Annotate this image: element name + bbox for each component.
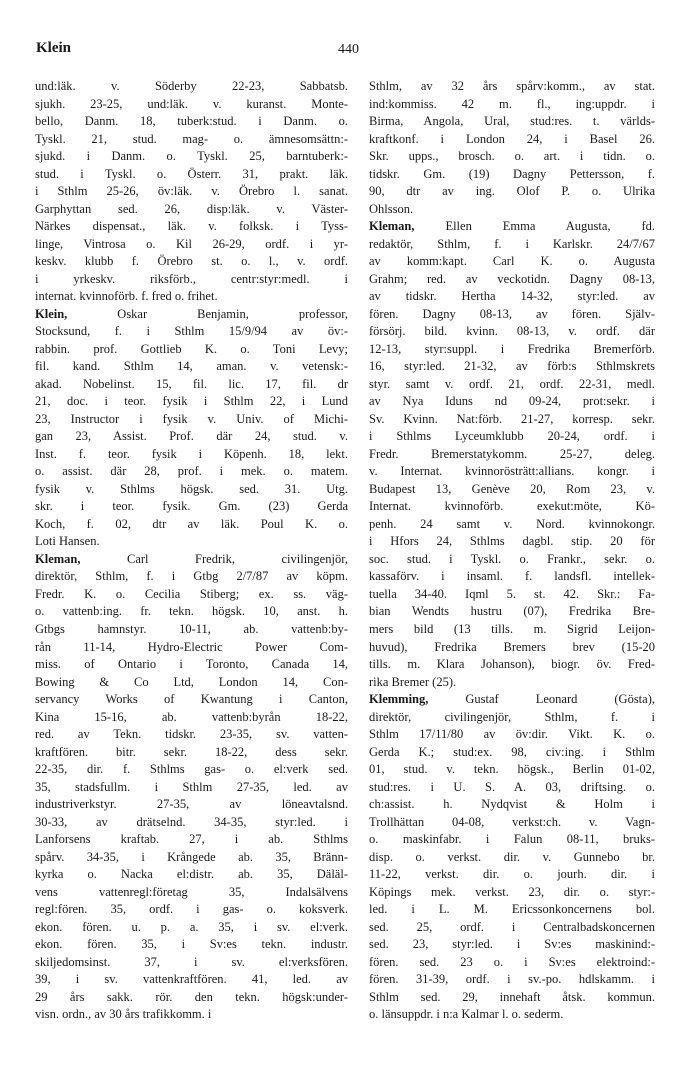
right-column-line: i Hfors 24, Sthlms dagbl. stip. 20 för [369,534,655,549]
left-column-line: Koch, f. 02, dtr av läk. Poul K. o. [35,516,348,531]
left-column-line: gan 23, Assist. Prof. där 24, stud. v. [35,429,348,444]
right-column-line: 12-13, styr:suppl. i Fredrika Bremerförb. [369,341,655,356]
right-column-line: i Sthlms Lyceumklubb 20-24, ordf. i [369,429,655,444]
right-column-line: stud:res. i U. S. A. 03, driftsing. o. [369,779,655,794]
right-column-line: fören. sed. 23 o. i Sv:es elektroind:- [369,954,655,969]
left-column-line: 35, stadsfullm. i Sthlm 27-35, led. av [35,779,348,794]
right-column-line: Sthlm 17/11/80 av öv:dir. Vikt. K. o. [369,727,655,742]
right-column-line: av tidskr. Hertha 14-32, styr:led. av [369,289,655,304]
left-column-line: visn. ordn., av 30 års trafikkomm. i [35,1007,212,1022]
right-column-line: ch:assist. h. Nydqvist & Holm i [369,797,655,812]
right-column-line: 01, stud. v. tekn. högsk., Berlin 01-02, [369,762,655,777]
right-column-line: Klemming, Gustaf Leonard (Gösta), [369,692,655,707]
left-column-line: Klein, Oskar Benjamin, professor, [35,306,348,321]
left-column-line: servancy Works of Kwantung i Canton, [35,692,348,707]
left-column-line: 30-33, av drätselnd. 34-35, styr:led. i [35,814,348,829]
left-column-line: rån 11-14, Hydro-Electric Power Com- [35,639,348,654]
right-column-line: tidskr. Gm. (19) Dagny Pettersson, f. [369,166,655,181]
right-column [369,78,655,1024]
left-column-line: 29 års sakk. rör. den tekn. högsk:under- [35,989,348,1004]
left-column-line: kyrka o. Nacka el:distr. ab. 35, Däläl- [35,867,348,882]
right-column-line: Sv. Kvinn. Nat:förb. 21-27, korresp. sekr. [369,411,655,426]
left-column-line: sjukh. 23-25, und:läk. v. kuranst. Monte- [35,96,348,111]
page-number: 440 [338,42,359,57]
left-column-line: keskv. klubb f. Örebro st. o. l., v. ordf. [35,254,348,269]
left-column-line: linge, Vintrosa o. Kil 26-29, ordf. i yr- [35,236,348,251]
left-column-line: rabbin. prof. Gottlieb K. o. Toni Levy; [35,341,348,356]
left-column-line: Kina 15-16, ab. vattenb:byrån 18-22, [35,709,348,724]
right-column-line: Sthlm, av 32 års spårv:komm., av stat. [369,79,655,93]
right-column-line: 90, dtr av ing. Olof P. o. Ulrika [369,184,655,199]
running-head: Klein [36,40,72,56]
right-column-line: Skr. upps., brosch. o. art. i tidn. o. [369,149,655,164]
right-column-line: disp. o. verkst. dir. v. Gunnebo br. [369,849,655,864]
right-column-line: kraftkonf. i London 24, i Basel 26. [369,131,655,146]
right-column-line: redaktör, Sthlm, f. i Karlskr. 24/7/67 [369,236,655,251]
right-column-line: mers bild (13 tills. m. Sigrid Leijon- [369,621,655,636]
left-column-line: red. av Tekn. tidskr. 23-35, sv. vatten- [35,727,348,742]
right-column-line: Ohlsson. [369,201,414,216]
right-column-line: kassaförv. i insaml. f. landsfl. intellek- [369,569,655,584]
right-column-line: Sthlm sed. 29, innehaft åtsk. kommun. [369,989,655,1004]
right-column-line: soc. stud. i Tyskl. o. Frankr., sekr. o. [369,551,655,566]
left-column-line: 22-35, dir. f. Sthlms gas- o. el:verk sed. [35,762,348,777]
entry-headword: Klein, [35,306,68,321]
entry-headword: Klemming, [369,692,429,707]
right-column-line: 11-22, verkst. dir. o. jourh. dir. i [369,867,655,882]
left-column-line: 21, doc. i teor. fysik i Sthlm 22, i Lund [35,394,348,409]
right-column-line: ind:kommiss. 42 m. fl., ing:uppdr. i [369,96,655,111]
left-column [35,78,348,1024]
right-column-line: Internat. kvinnoförb. exekut:möte, Kö- [369,499,655,514]
left-column-line: Kleman, Carl Fredrik, civilingenjör, [35,551,348,566]
left-column-line: Lanforsens kraftab. 27, i ab. Sthlms [35,832,348,847]
right-column-line: fören. 31-39, ordf. i sv.-po. hdlskamm. i [369,972,655,987]
right-column-line: tuella 34-40. Iqml 5. st. 42. Skr.: Fa- [369,586,655,601]
left-column-line: stud. i Tyskl. o. Österr. 31, prakt. läk. [35,166,348,181]
left-column-line: o. assist. där 28, prof. i mek. o. matem. [35,464,348,479]
left-column-line: 39, i sv. vattenkraftfören. 41, led. av [35,972,348,987]
right-column-line: fören. Dagny 08-13, av fören. Själv- [369,306,655,321]
left-column-line: Loti Hansen. [35,534,100,549]
right-column-line: huvud), Fredrika Bremers brev (15-20 [369,639,655,654]
left-column-line: spårv. 34-35, i Krångede ab. 35, Bränn- [35,849,348,864]
right-column-line: Grahm; red. av veckotidn. Dagny 08-13, [369,271,655,286]
page-header [36,40,656,64]
left-column-line: miss. of Ontario i Toronto, Canada 14, [35,657,348,672]
left-column-line: sjukd. i Danm. o. Tyskl. 25, barntuberk:- [35,149,348,164]
right-column-line: sed. 23, styr:led. i Sv:es maskinind:- [369,937,655,952]
left-column-line: Närkes dispensat., läk. v. folksk. i Tyss- [35,219,348,234]
right-column-line: Trollhättan 04-08, verkst:ch. v. Vagn- [369,814,655,829]
right-column-line: penh. 24 samt v. Nord. kvinnokongr. [369,516,655,531]
left-column-line: industriverkstyr. 27-35, av löneavtalsnd. [35,797,348,812]
left-column-line: vens vattenregl:företag 35, Indalsälvens [35,884,348,899]
right-column-line: Gerda K.; stud:ex. 98, civ:ing. i Sthlm [369,744,655,759]
left-column-line: i yrkeskv. riksförb., centr:styr:medl. i [35,271,348,286]
right-column-line: direktör, civilingenjör, Sthlm, f. i [369,709,655,724]
right-column-line: led. i L. M. Ericssonkoncernens bol. [369,902,655,917]
left-column-line: Garphyttan sed. 26, disp:läk. v. Väster- [35,201,348,216]
right-column-line: tills. m. Klara Johanson), biogr. öv. Fred- [369,657,655,672]
left-column-line: regl:fören. 35, ordf. i gas- o. koksverk. [35,902,348,917]
left-column-line: skr. i teor. fysik. Gm. (23) Gerda [35,499,348,514]
right-column-line: o. maskinfabr. i Falun 08-11, bruks- [369,832,655,847]
left-column-line: kraftfören. bitr. sekr. 18-22, dess sekr. [35,744,348,759]
left-column-line: ekon. fören. 35, i Sv:es tekn. industr. [35,937,348,952]
left-column-line: akad. Nobelinst. 15, fil. lic. 17, fil. dr [35,376,348,391]
left-column-line: fil. kand. Sthlm 14, aman. v. vetensk:- [35,359,348,374]
right-column-line: av komm:kapt. Carl K. o. Augusta [369,254,655,269]
left-column-line: und:läk. v. Söderby 22-23, Sabbatsb. [35,79,348,93]
right-column-line: styr. samt v. ordf. 21, ordf. 22-31, medl. [369,376,655,391]
right-column-line: Budapest 13, Genève 20, Rom 23, v. [369,481,655,496]
left-column-line: 23, Instructor i fysik v. Univ. of Michi- [35,411,348,426]
left-column-line: Tyskl. 21, stud. mag- o. ämnesomsättn:- [35,131,348,146]
right-column-line: försörj. bild. kvinn. 08-13, v. ordf. där [369,324,655,339]
right-column-line: Fredr. Bremerstatykomm. 25-27, deleg. [369,446,655,461]
right-column-line: Kleman, Ellen Emma Augusta, fd. [369,219,655,234]
right-column-line: av Nya Iduns nd 09-24, prot:sekr. i [369,394,655,409]
left-column-line: Inst. f. teor. fysik i Köpenh. 18, lekt. [35,446,348,461]
left-column-line: internat. kvinnoförb. f. fred o. frihet. [35,289,218,304]
right-column-line: sed. 25, ordf. i Centralbadskoncernen [369,919,655,934]
left-column-line: bello, Danm. 18, tuberk:stud. i Danm. o. [35,114,348,129]
right-column-line: rika Bremer (25). [369,674,457,689]
left-column-line: Fredr. K. o. Cecilia Stiberg; ex. ss. väg- [35,586,348,601]
right-column-line: o. länsuppdr. i n:a Kalmar l. o. sederm. [369,1007,564,1022]
right-column-line: Birma, Angola, Ural, stud:res. t. världs- [369,114,655,129]
left-column-line: Gtbgs hamnstyr. 10-11, ab. vattenb:by- [35,621,348,636]
left-column-line: skiljedomsinst. 37, i sv. el:verksfören. [35,954,348,969]
right-column-line: 16, styr:led. 21-32, av förb:s Sthlmskrets [369,359,655,374]
left-column-line: Bowing & Co Ltd, London 14, Con- [35,674,348,689]
left-column-line: ekon. fören. u. p. a. 35, i sv. el:verk. [35,919,348,934]
entry-headword: Kleman, [35,551,81,566]
right-column-line: bian Wendts hustru (07), Fredrika Bre- [369,604,655,619]
entry-headword: Kleman, [369,219,415,234]
left-column-line: Stocksund, f. i Sthlm 15/9/94 av öv:- [35,324,348,339]
left-column-line: i Sthlm 25-26, öv:läk. v. Örebro l. sanat. [35,184,348,199]
left-column-line: fysik v. Sthlms högsk. sed. 31. Utg. [35,481,348,496]
left-column-line: o. vattenb:ing. fr. tekn. högsk. 10, anst. h. [35,604,348,619]
right-column-line: v. Internat. kvinnorösträtt:allians. kongr. i [369,464,655,479]
right-column-line: Köpings mek. verkst. 23, dir. o. styr:- [369,884,655,899]
left-column-line: direktör, Sthlm, f. i Gtbg 2/7/87 av köpm. [35,569,348,584]
